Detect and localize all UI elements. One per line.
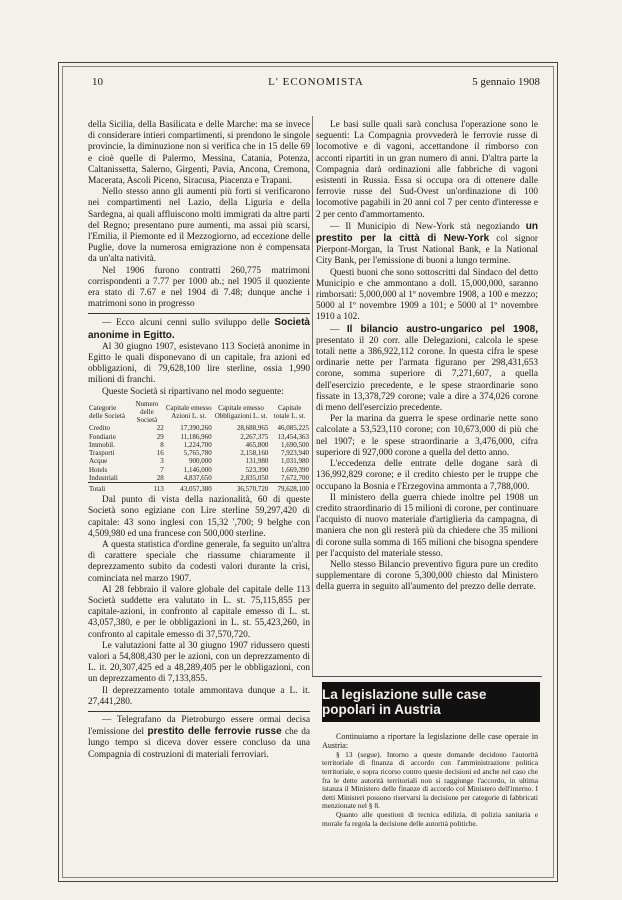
news-headline: Il bilancio austro-ungarico pel 1908,	[346, 323, 538, 335]
table-cell: 3	[160, 457, 164, 466]
table-cell: 113	[129, 482, 165, 493]
news-item-egypt	[88, 317, 310, 341]
paragraph-lead: — Il Municipio di New-York stà negoziando	[330, 221, 520, 232]
table-row	[88, 433, 310, 441]
paragraph: Queste Società si ripartivano nel modo seguente:	[102, 386, 284, 397]
paragraph: Nello stesso anno gli aumenti più forti si verificarono nei compartimenti nel Lazio, della Liguria e della Sardegna, ai quali affluiscono molti immigrati da altre parti del Regno; presentano pure aumenti, ma assai più scarsi, l'Emilia, il Piemonte ed il Mezzogiorno, ad eccezione delle Puglie, dove la numerosa emigrazione non è compensata da un'alta natività.	[88, 187, 310, 265]
running-header	[92, 76, 540, 94]
paragraph: Al 30 giugno 1907, esistevano 113 Società anonime in Egitto le quali disponevano di un capitale, fra azioni ed obbligazioni, di 79,628,100 lire sterline, ossia 1,990 milioni di franchi.	[88, 341, 310, 386]
paragraph: Al 28 febbraio il valore globale del capitale delle 113 Società suddette era valutato in L. st. 75,115,855 per capitale-azioni, in confronto al capitale emesso di L. st. 43,057,380, e per le obbligazioni in L. st. 55,423,260, in confronto al capitale emesso di 37,570,720.	[88, 584, 310, 640]
paragraph: Le valutazioni fatte al 30 giugno 1907 ridussero questi valori a 54,808,430 per le azioni, con un deprezzamento di L. it. 20,307,425 ed a 48,289,405 per le obbligazioni, con un deprezzamento di 7,133,855.	[88, 640, 310, 685]
right-column	[316, 120, 538, 594]
paragraph-tail: che da lungo tempo si diceva dover essere concluso da una Compagnia di costruzioni di materiali ferroviari.	[88, 727, 311, 760]
table-row	[88, 424, 310, 432]
table-cell: 7,672,700	[281, 473, 309, 482]
paragraph-lead: — Telegrafano da Pietroburgo essere ormai decisa l'emissione del	[88, 714, 310, 738]
table-cell: 5,765,780	[183, 449, 212, 458]
page-number: 10	[92, 76, 103, 88]
table-cell: 43,057,380	[165, 482, 213, 493]
table-cell: 2,267,375	[240, 432, 269, 441]
table-header-row	[88, 400, 310, 425]
article-divider	[312, 676, 542, 677]
paragraph: della Sicilia, della Basilicata e delle Marche: ma se invece di considerare intieri compartimenti, si prendono le singole provincie, la diminuzione non si verifica che in 15 delle 69 e cioè quelle di Palermo, Messina, Catania, Potenza, Caltanissetta, Salerno, Girgenti, Pavia, Ancona, Cremona, Macerata, Ascoli Piceno, Siracusa, Piacenza e Trapani.	[88, 120, 310, 187]
table-cell: 16	[156, 449, 164, 458]
paragraph: L'eccedenza delle entrate delle dogane sarà di 136,992,829 corone; e il credito chiesto per le truppe che occupano la Bosnia e l'Erzegovina ammonta a 7,788,000.	[316, 459, 538, 492]
table-cell: 900,000	[188, 457, 212, 466]
table-cell: 523,390	[245, 465, 269, 474]
news-item-new-york	[316, 221, 538, 268]
paragraph-lead: —	[330, 324, 340, 335]
table-cell: Acque	[89, 457, 108, 466]
paragraph: Per la marina da guerra le spese ordinarie nette sono calcolate a 53,523,110 corone; con 10,673,000 di più che nel 1907; e le spese straordinarie a 3,476,000, cifra superiore di 927,000 corone a quella del detto anno.	[316, 414, 538, 458]
paragraph-tail: col signor Pierpont-Morgan, la Trust National Bank, e la National City Bank, per l'emissione di buoni a lungo termine.	[316, 234, 538, 267]
section-divider	[88, 313, 310, 314]
article-title-banner	[322, 682, 540, 722]
news-item-austria-hungary	[316, 324, 538, 415]
table-cell: 2,158,160	[240, 449, 269, 458]
table-row	[88, 474, 310, 483]
left-column	[88, 120, 310, 761]
table-cell: Fondiarie	[89, 432, 116, 441]
table-cell: 7	[160, 465, 164, 474]
news-headline: Società anonime in Egitto.	[88, 317, 310, 341]
paragraph: Le basi sulle quali sarà conclusa l'operazione sono le seguenti: La Compagnia provvederà le ferrovie russe di locomotive e di vagoni, accettandone il rimborso con acconti ripartiti in un gran numero di anni. D'altra parte la Compagnia darà ordinazioni alle fabbriche di vagoni esistenti in Russia. Essa si occupa ora di ottenere dalle ferrovie russe del Sud-Ovest un'ordinazione di 100 locomotive pagabili in 20 anni col 7 per cento d'interesse e 2 per cento d'ammortamento.	[316, 120, 538, 220]
table-cell: 1,031,980	[281, 457, 309, 466]
companies-table	[88, 400, 310, 493]
paragraph: Nello stesso Bilancio preventivo figura pure un credito supplementare di corone 5,300,000 chiesto dal Ministero della guerra in seguito all'aumento del prezzo delle derrate.	[316, 559, 538, 593]
paragraph: Nel 1906 furono contratti 260,775 matrimoni corrispondenti a 7.77 per 1000 ab.; nel 1905 il quoziente era stato di 7.67 e nel 1904 di 7.48; dunque anche i matrimoni sono in progresso	[88, 265, 310, 310]
article-title: La legislazione sulle case popolari in Austria	[322, 687, 487, 717]
paragraph-tail: presentato il 20 corr. alle Delegazioni, calcola le spese totali nette a 386,922,112 corone. In questa cifra le spese ordinarie nette per l'armata figurano per 298,431,653 corone, somma superiore di 7,271,607, a quella dell'esercizio precedente, e le spese straordinarie sono fissate in 13,378,729 corone; vale a dire a 374,026 corone di meno dell'esercizio precedente.	[316, 335, 538, 414]
table-row	[88, 457, 310, 465]
column-separator	[312, 116, 313, 676]
journal-title: L' ECONOMISTA	[268, 76, 364, 88]
news-headline: prestito delle ferrovie russe	[147, 726, 282, 738]
table-cell: 2,835,050	[240, 473, 269, 482]
table-cell: 17,390,260	[180, 424, 212, 433]
table-cell: 13,454,363	[277, 432, 309, 441]
table-row	[88, 466, 310, 474]
table-cell: 1,224,700	[183, 440, 212, 449]
table-header: Numero delle Società	[135, 399, 159, 425]
table-cell: 28	[156, 473, 164, 482]
table-cell: 7,923,940	[281, 449, 309, 458]
table-header: Capitale totale L. st.	[273, 403, 306, 421]
paragraph: Questi buoni che sono sottoscritti dal Sindaco del detto Municipio e che ammontano a doll. 15,000,000, saranno rimborsati: 5,000,000 al 1º novembre 1908, a 100 e mezzo; 5000 al 1º novembre 1909 a 101; e 5000 al 1º novembre 1910 a 102.	[316, 267, 538, 323]
table-cell: 29	[156, 432, 164, 441]
table-cell: 465,800	[245, 440, 269, 449]
table-cell: 28,688,965	[236, 424, 269, 433]
table-cell: Credito	[89, 424, 110, 433]
table-header: Categorie delle Società	[89, 403, 125, 421]
table-cell: Hotels	[89, 465, 108, 474]
section-divider	[88, 711, 310, 712]
table-cell: 1,146,000	[183, 465, 212, 474]
paragraph: § 13 (segue). Intorno a queste domande decidono l'autorità territoriale di finanza di accordo con l'amministrazione politica territoriale, e sopra ricorso contro queste decisioni ed anche nel caso che fra le dette autorità territoriali non si raggiunge l'accordo, in ultima istanza il Ministero delle finanze di accordo col Ministero dell'interno. I detti Ministeri possono riservarsi la decisione per categorie di fabbricati menzionate nel § 8.	[322, 749, 538, 811]
paragraph: Il deprezzamento totale ammontava dunque a L. it. 27,441,280.	[88, 685, 310, 707]
table-cell: 22	[156, 424, 164, 433]
table-header: Capitale emesso Obbligazioni L. st.	[214, 403, 268, 421]
table-row	[88, 449, 310, 457]
table-total-row	[88, 482, 310, 493]
paragraph-lead: — Ecco alcuni cenni sullo sviluppo delle	[102, 318, 270, 329]
table-header: Capitale emesso Azioni L. st.	[165, 403, 212, 421]
news-item-russia	[88, 715, 310, 761]
table-cell: 1,690,500	[281, 440, 309, 449]
table-cell: Totali	[88, 482, 129, 493]
news-headline: un prestito per la città di New-York	[316, 220, 538, 245]
table-cell: 131,980	[245, 457, 269, 466]
paragraph: Quanto alle questioni di tecnica edilizia, di polizia sanitaria e morale fa regola la decisione delle autorità politiche.	[322, 809, 538, 828]
table-cell: Trasporti	[89, 449, 115, 458]
table-cell: 8	[160, 440, 164, 449]
table-cell: 36,570,720	[213, 482, 270, 493]
table-cell: 79,628,100	[269, 482, 310, 493]
paragraph: A questa statistica d'ordine generale, fa seguito un'altra di carattere speciale che riassume chiaramente il deprezzamento subito da codesti valori durante la crisi, cominciata nel marzo 1907.	[88, 539, 310, 584]
paragraph: Il ministero della guerra chiede inoltre pel 1908 un credito straordinario di 15 milioni di corone, per continuare l'acquisto di nuovo materiale d'artiglieria da campagna, di maniera che non gli resterà più da chiedere che 35 milioni di corone sulla somma di 165 milioni che bisogna spendere per l'acquisto del materiale stesso.	[316, 492, 538, 559]
table-cell: Industriali	[89, 473, 118, 482]
paragraph: Continuiamo a riportare la legislazione delle case operaie in Austria:	[322, 732, 538, 751]
table-cell: 46,085,225	[277, 424, 309, 433]
table-cell: 1,669,390	[281, 465, 309, 474]
table-row	[88, 441, 310, 449]
table-cell: 4,837,650	[183, 473, 212, 482]
issue-date: 5 gennaio 1908	[472, 76, 540, 88]
table-cell: Immobil.	[89, 440, 115, 449]
paragraph: Dal punto di vista della nazionalità, 60 di queste Società sono egiziane con Lire sterline 59,297,420 di capitale: 43 sono inglesi con 15,32 ',700; 9 belghe con 4,509,980 ed una francese con 500,000 sterline.	[88, 495, 310, 539]
table-cell: 11,186,960	[180, 432, 212, 441]
article-body	[322, 732, 538, 828]
